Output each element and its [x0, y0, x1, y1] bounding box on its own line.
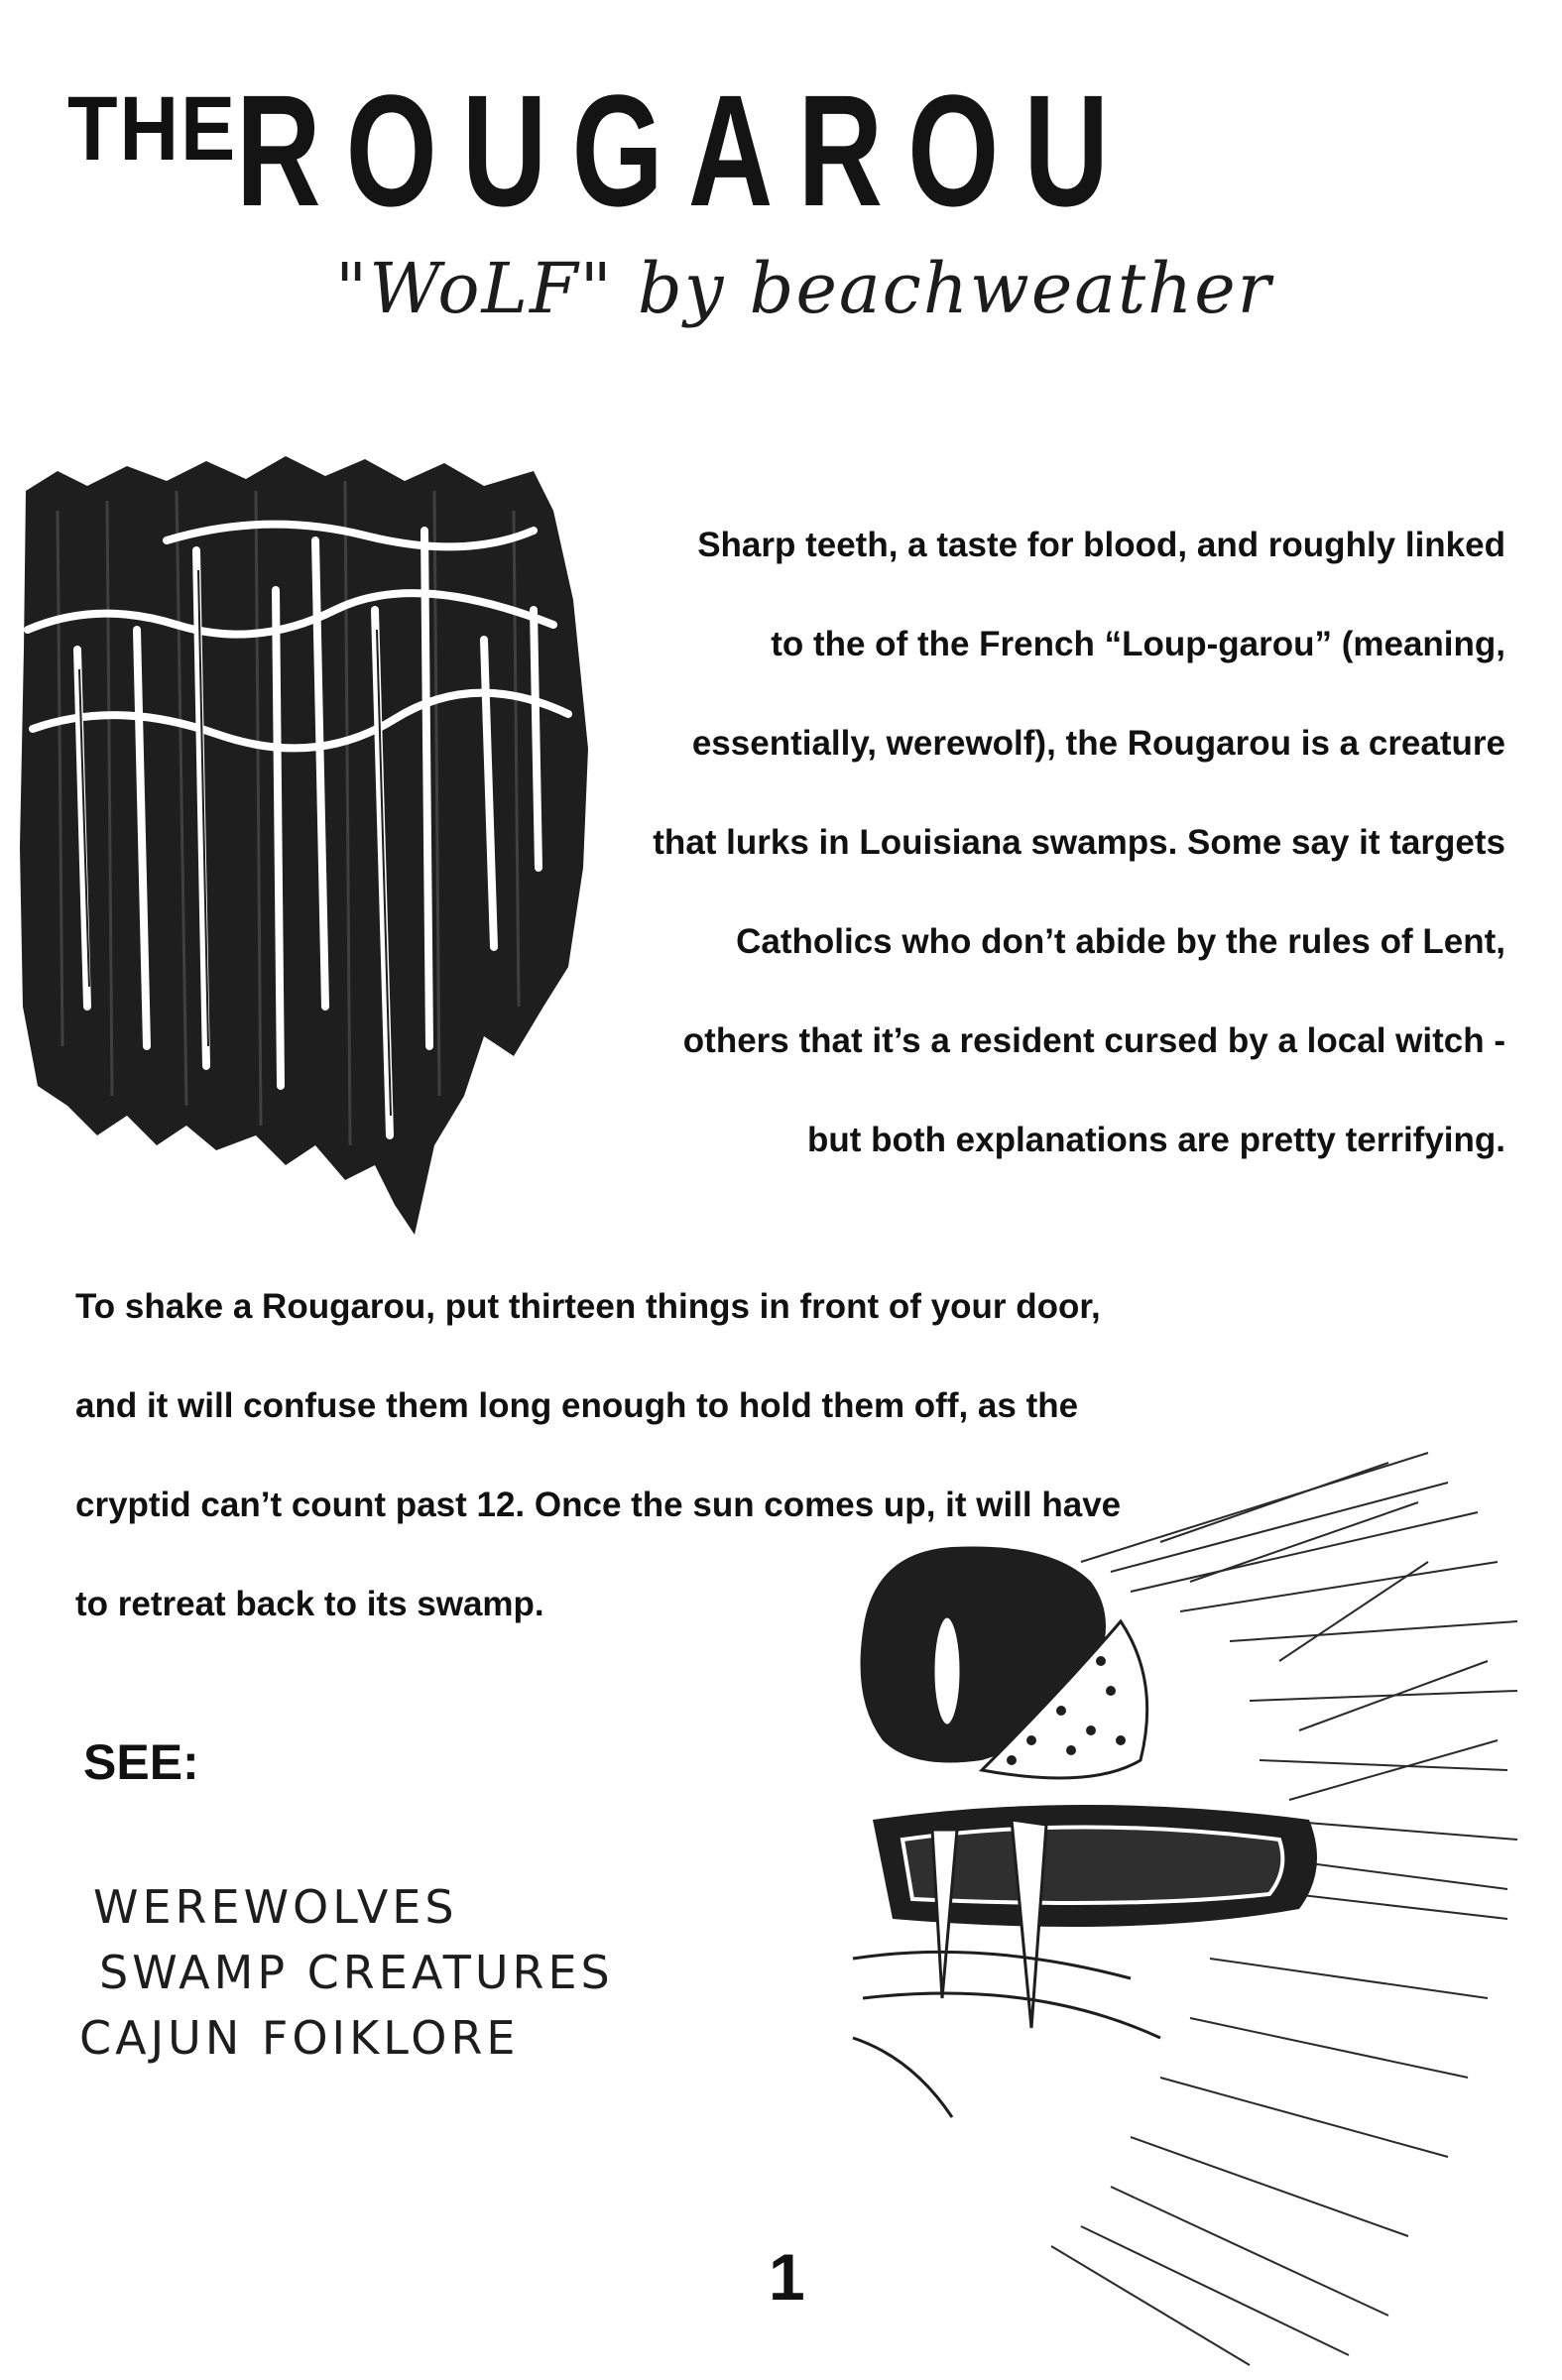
intro-line: but both explanations are pretty terrifying. — [807, 1121, 1505, 1159]
subtitle-credit: "WoLF" by beachweather — [335, 248, 1273, 329]
page-title: ROUGAROU — [236, 61, 1135, 239]
body-line: to retreat back to its swamp. — [75, 1585, 544, 1623]
body-line: and it will confuse them long enough to hold them off, as the — [75, 1386, 1079, 1425]
wolf-snout-illustration — [833, 1443, 1527, 2370]
title-prefix: THE — [67, 78, 237, 179]
intro-line: essentially, werewolf), the Rougarou is a creature — [691, 724, 1505, 763]
intro-line: Catholics who don’t abide by the rules of Lent, — [736, 922, 1505, 961]
body-line: cryptid can’t count past 12. Once the sun comes up, it will have — [75, 1486, 1122, 1524]
swamp-reeds-illustration — [18, 451, 593, 1254]
intro-line: Sharp teeth, a taste for blood, and roughly linked — [697, 526, 1505, 564]
see-also-list — [79, 1874, 614, 2071]
intro-line: others that it’s a resident cursed by a local witch - — [682, 1021, 1505, 1060]
intro-line: to the of the French “Loup-garou” (meaning, — [771, 625, 1505, 663]
body-line: To shake a Rougarou, put thirteen things in front of your door, — [75, 1287, 1101, 1326]
intro-line: that lurks in Louisiana swamps. Some say it targets — [653, 823, 1505, 862]
see-also-item: CAJUN FOIKLORE — [79, 2011, 520, 2065]
see-also-item: WEREWOLVES — [93, 1880, 458, 1934]
intro-paragraph — [555, 496, 1505, 1190]
see-also-item: SWAMP CREATURES — [99, 1946, 614, 1999]
see-also-label: SEE: — [83, 1734, 199, 1790]
page-number: 1 — [769, 2240, 805, 2314]
